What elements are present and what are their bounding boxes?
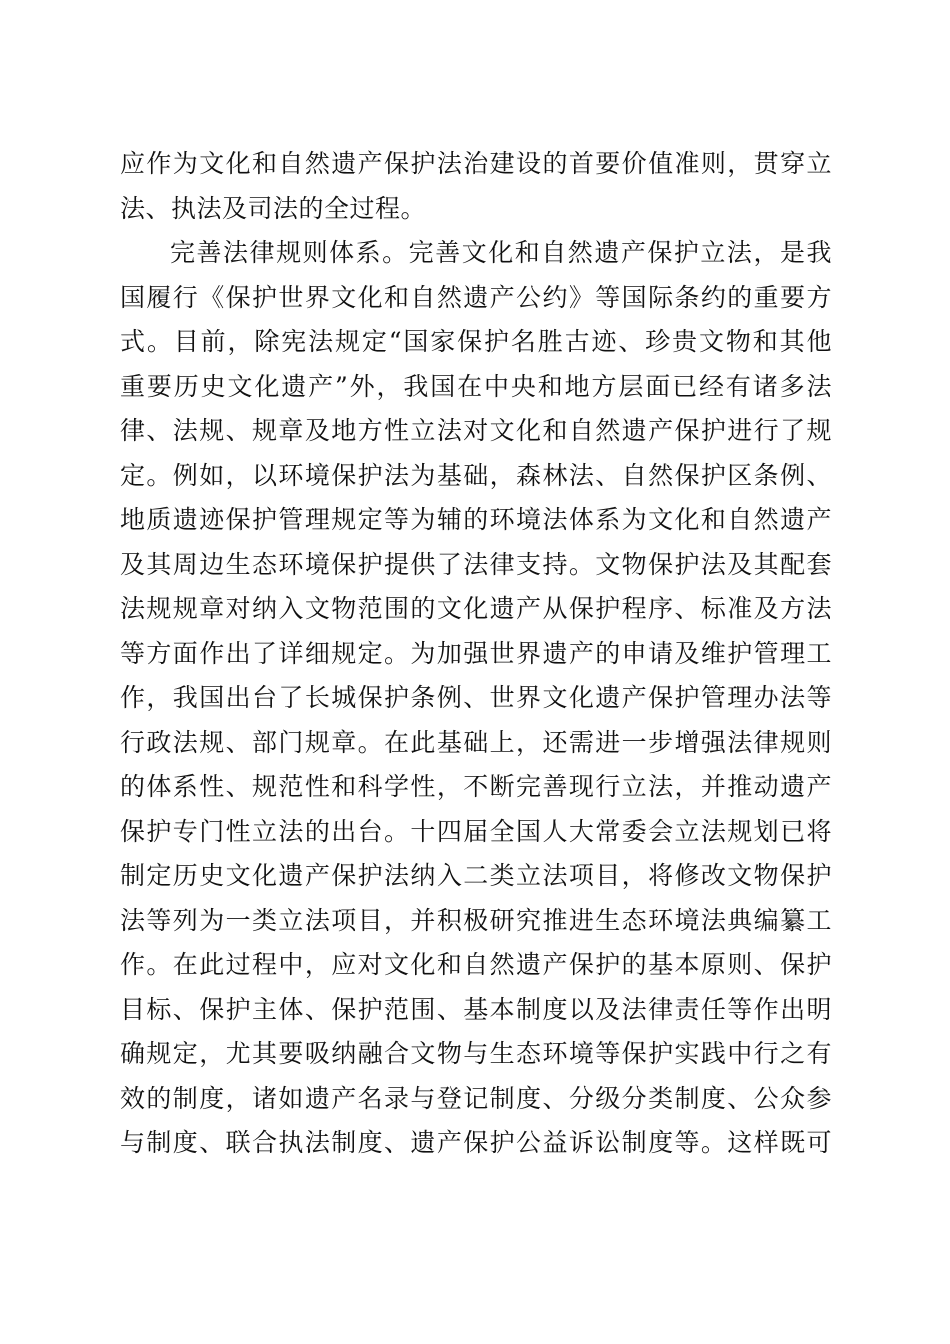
text-line: 律、法规、规章及地方性立法对文化和自然遗产保护进行了规 — [120, 416, 832, 445]
text-line: 地质遗迹保护管理规定等为辅的环境法体系为文化和自然遗产 — [120, 505, 832, 534]
text-line: 重要历史文化遗产”外，我国在中央和地方层面已经有诸多法 — [120, 371, 832, 401]
text-line: 目标、保护主体、保护范围、基本制度以及法律责任等作出明 — [120, 994, 832, 1024]
text-line: 制定历史文化遗产保护法纳入二类立法项目，将修改文物保护 — [120, 861, 832, 890]
text-line: 作，我国出台了长城保护条例、世界文化遗产保护管理办法等 — [120, 683, 832, 712]
text-line: 保护专门性立法的出台。十四届全国人大常委会立法规划已将 — [120, 816, 832, 846]
text-line: 法规规章对纳入文物范围的文化遗产从保护程序、标准及方法 — [120, 594, 832, 623]
text-line: 行政法规、部门规章。在此基础上，还需进一步增强法律规则 — [120, 727, 832, 757]
text-line: 定。例如，以环境保护法为基础，森林法、自然保护区条例、 — [120, 460, 832, 490]
text-line: 与制度、联合执法制度、遗产保护公益诉讼制度等。这样既可 — [120, 1128, 832, 1157]
text-line: 法、执法及司法的全过程。 — [120, 193, 427, 223]
text-line: 国履行《保护世界文化和自然遗产公约》等国际条约的重要方 — [120, 282, 832, 312]
text-line: 法等列为一类立法项目，并积极研究推进生态环境法典编纂工 — [120, 905, 832, 935]
body-text — [120, 142, 832, 1166]
text-line: 作。在此过程中，应对文化和自然遗产保护的基本原则、保护 — [120, 950, 832, 979]
text-line: 确规定，尤其要吸纳融合文物与生态环境等保护实践中行之有 — [120, 1039, 832, 1068]
text-line: 的体系性、规范性和科学性，不断完善现行立法，并推动遗产 — [120, 772, 832, 801]
text-line: 式。目前，除宪法规定“国家保护名胜古迹、珍贵文物和其他 — [120, 327, 832, 356]
text-line: 及其周边生态环境保护提供了法律支持。文物保护法及其配套 — [120, 549, 832, 579]
paragraph-start-line: 完善法律规则体系。完善文化和自然遗产保护立法，是我 — [170, 238, 832, 267]
text-line: 等方面作出了详细规定。为加强世界遗产的申请及维护管理工 — [120, 638, 832, 668]
text-line: 应作为文化和自然遗产保护法治建设的首要价值准则，贯穿立 — [120, 149, 832, 178]
text-line: 效的制度，诸如遗产名录与登记制度、分级分类制度、公众参 — [120, 1083, 832, 1113]
